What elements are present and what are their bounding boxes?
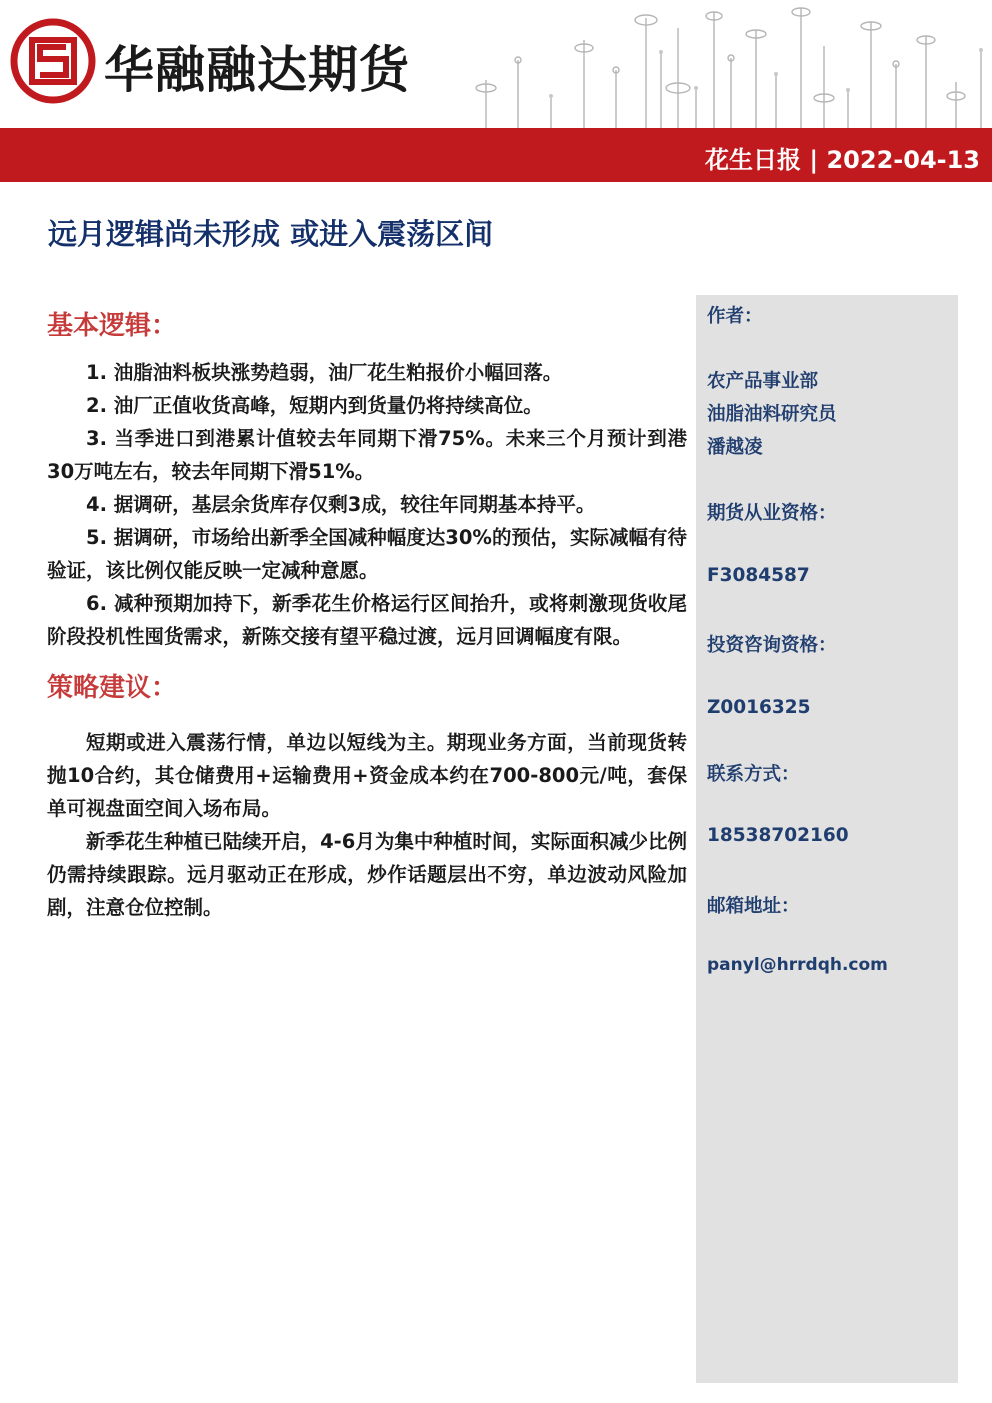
network-lines-decoration bbox=[456, 0, 992, 128]
futures-qualification-label: 期货从业资格： bbox=[707, 503, 837, 524]
paragraph: 3. 当季进口到港累计值较去年同期下滑75%。未来三个月预计到港30万吨左右，较去年同期下滑51%。 bbox=[47, 427, 687, 483]
paragraph: 6. 减种预期加持下，新季花生价格运行区间抬升，或将刺激现货收尾阶段投机性囤货需求，新陈交接有望平稳过渡，远月回调幅度有限。 bbox=[47, 592, 687, 648]
report-date: 2022-04-13 bbox=[826, 146, 980, 174]
paragraph: 5. 据调研，市场给出新季全国减种幅度达30%的预估，实际减幅有待验证，该比例仅能反映一定减种意愿。 bbox=[47, 526, 687, 582]
main-content bbox=[47, 305, 687, 924]
advisory-qualification-label: 投资咨询资格： bbox=[707, 635, 837, 656]
section-basic-logic bbox=[47, 305, 687, 653]
author-position: 油脂油料研究员 bbox=[707, 404, 837, 425]
report-header bbox=[0, 0, 992, 182]
email-label: 邮箱地址： bbox=[707, 896, 800, 917]
paragraph: 新季花生种植已陆续开启，4-6月为集中种植时间，实际面积减少比例仍需持续跟踪。远月驱动正在形成，炒作话题层出不穷，单边波动风险加剧，注意仓位控制。 bbox=[47, 830, 687, 919]
author-department: 农产品事业部 bbox=[707, 371, 819, 392]
paragraph: 短期或进入震荡行情，单边以短线为主。期现业务方面，当前现货转抛10合约，其仓储费用+运输费用+资金成本约在700-800元/吨，套保单可视盘面空间入场布局。 bbox=[47, 731, 687, 820]
report-title: 远月逻辑尚未形成 或进入震荡区间 bbox=[48, 217, 494, 251]
email-address[interactable]: panyl@hrrdqh.com bbox=[707, 955, 888, 975]
contact-label: 联系方式： bbox=[707, 764, 800, 785]
report-type-bar bbox=[0, 128, 992, 182]
separator: | bbox=[809, 146, 819, 174]
paragraph: 1. 油脂油料板块涨势趋弱，油厂花生粕报价小幅回落。 bbox=[86, 361, 563, 384]
section-heading: 策略建议： bbox=[47, 673, 178, 703]
paragraph: 2. 油厂正值收货高峰，短期内到货量仍将持续高位。 bbox=[86, 394, 543, 417]
section-strategy bbox=[47, 667, 687, 924]
brand-logo-icon bbox=[10, 18, 96, 104]
paragraph: 4. 据调研，基层余货库存仅剩3成，较往年同期基本持平。 bbox=[86, 493, 596, 516]
section-heading: 基本逻辑： bbox=[47, 311, 178, 341]
author-label: 作者： bbox=[707, 306, 763, 327]
brand-name: 华融融达期货 bbox=[104, 41, 410, 99]
report-type-date bbox=[705, 140, 980, 175]
author-name: 潘越凌 bbox=[707, 437, 763, 458]
author-sidebar bbox=[696, 295, 958, 1383]
futures-qualification-number: F3084587 bbox=[707, 565, 810, 586]
advisory-qualification-number: Z0016325 bbox=[707, 697, 811, 718]
report-type: 花生日报 bbox=[705, 146, 801, 174]
contact-phone: 18538702160 bbox=[707, 825, 849, 846]
